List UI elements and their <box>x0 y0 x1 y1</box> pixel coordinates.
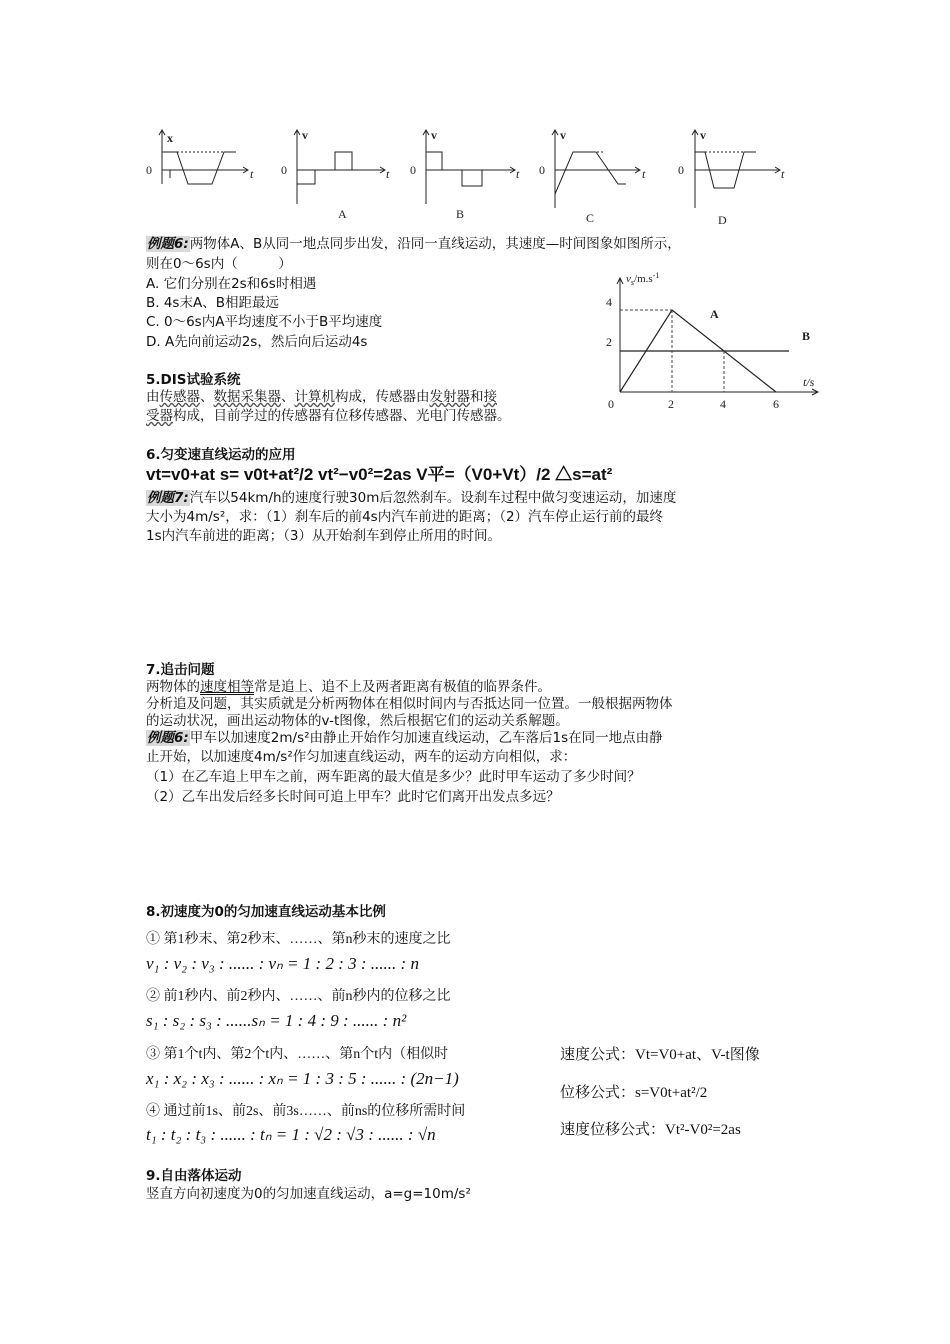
example-tag: 例题6: <box>147 236 189 252</box>
section7-title: 7.追击问题 <box>146 662 215 678</box>
section7-line5: 止开始，以加速度4m/s²作匀加速直线运动，两车的运动方向相似，求： <box>146 749 577 765</box>
svg-text:0: 0 <box>146 163 152 177</box>
side-formula-velocity-displacement: 速度位移公式：Vt²-V0²=2as <box>560 1122 741 1138</box>
side-formula-velocity: 速度公式：Vt=V0+at、V-t图像 <box>560 1047 760 1063</box>
section5-line2: 受器构成，目前学过的传感器有位移传感器、光电门传感器。 <box>146 408 511 424</box>
chart-y-label: $v_s/m.s^{-1}$ <box>626 271 660 287</box>
ratio-formula-1: v₁ : v₂ : v₃ : ...... : vₙ = 1 : 2 : 3 : ...... : n <box>146 954 419 973</box>
section5-line1: 由传感器、数据采集器、计算机构成，传感器由发射器和接 <box>146 389 497 405</box>
section7-q1: （1）在乙车追上甲车之前，两车距离的最大值是多少？此时甲车运动了多少时间？ <box>146 769 641 785</box>
section7-line2: 分析追及问题，其实质就是分析两物体在相似时间内与否抵达同一位置。一般根据两物体 <box>146 696 673 712</box>
svg-text:t: t <box>642 167 646 181</box>
section8-title: 8.初速度为0的匀加速直线运动基本比例 <box>146 904 386 920</box>
ex6-line1: 例题6:两物体A、B从同一地点同步出发，沿同一直线运动，其速度—时间图象如图所示， <box>147 236 681 252</box>
svg-text:0: 0 <box>281 163 287 177</box>
tick-x-2: 2 <box>668 397 674 411</box>
ratio-formula-4: t₁ : t₂ : t₃ : ...... : tₙ = 1 : √2 : √3 : ...... : √n <box>146 1125 436 1144</box>
tick-y-2: 2 <box>606 335 612 349</box>
svg-text:t: t <box>386 167 390 181</box>
ratio-item-1: ① 第1秒末、第2秒末、……、第n秒末的速度之比 <box>146 932 451 947</box>
section7-line4: 例题6:甲车以加速度2m/s²由静止开始作匀加速直线运动，乙车落后1s在同一地点由静 <box>147 730 663 746</box>
tick-x-6: 6 <box>773 397 779 411</box>
section7-line1: 两物体的速度相等常是追上、追不上及两者距离有极值的临界条件。 <box>146 679 551 695</box>
svg-text:A: A <box>338 207 347 221</box>
svg-text:B: B <box>456 207 465 221</box>
series-a-label: A <box>710 307 719 321</box>
ex7-line2: 大小为4m/s²，求：（1）刹车后的前4s内汽车前进的距离；（2）汽车停止运行前的最终 <box>146 509 664 525</box>
section7-line3: 的运动状况，画出运动物体的v-t图像，然后根据它们的运动关系解题。 <box>146 713 569 729</box>
svg-text:t: t <box>250 167 254 181</box>
ex7-line3: 1s内汽车前进的距离；（3）从开始刹车到停止所用的时间。 <box>146 528 501 544</box>
formula-line: vt=v0+at s= v0t+at²/2 vt²−v0²=2as V平=（V0+Vt）/2 △s=at² <box>146 465 613 484</box>
axis-x-label: x <box>167 131 173 145</box>
ex6-option-a: A. 它们分别在2s和6s时相遇 <box>146 276 317 292</box>
graphs-row <box>140 122 800 230</box>
ex7-line1: 例题7:汽车以54km/h的速度行驶30m后忽然刹车。设刹车过程中做匀变速运动，加速度 <box>147 490 677 506</box>
ratio-item-2: ② 前1秒内、前2秒内、……、前n秒内的位移之比 <box>146 989 451 1004</box>
svg-text:D: D <box>718 213 727 227</box>
example-tag: 例题7: <box>147 490 189 506</box>
section7-q2: （2）乙车出发后经多长时间可追上甲车？此时它们离开出发点多远？ <box>146 789 560 805</box>
svg-text:v: v <box>431 128 437 142</box>
ex6-option-b: B. 4s末A、B相距最远 <box>146 295 279 311</box>
section9-title: 9.自由落体运动 <box>146 1168 242 1184</box>
svg-text:t: t <box>516 167 520 181</box>
tick-x-0: 0 <box>608 397 614 411</box>
section9-line1: 竖直方向初速度为0的匀加速直线运动，a=g=10m/s² <box>146 1186 471 1202</box>
svg-text:v: v <box>302 128 308 142</box>
example-tag: 例题6: <box>147 730 189 746</box>
svg-text:v: v <box>700 128 706 142</box>
ex6-option-c: C. 0～6s内A平均速度不小于B平均速度 <box>146 314 383 330</box>
svg-text:C: C <box>586 211 595 225</box>
vt-chart <box>600 268 825 418</box>
ex6-line2: 则在0～6s内（ ） <box>146 256 292 272</box>
ratio-item-4: ④ 通过前1s、前2s、前3s……、前ns的位移所需时间 <box>146 1104 466 1119</box>
ratio-formula-2: s₁ : s₂ : s₃ : ......sₙ = 1 : 4 : 9 : ...... : n² <box>146 1011 407 1030</box>
svg-text:t: t <box>781 167 785 181</box>
section5-title: 5.DIS试验系统 <box>146 372 241 388</box>
tick-y-4: 4 <box>606 295 612 309</box>
section6-title: 6.匀变速直线运动的应用 <box>146 447 296 463</box>
ratio-formula-3: x₁ : x₂ : x₃ : ...... : xₙ = 1 : 3 : 5 : ...... : (2n−1) <box>146 1069 459 1088</box>
svg-text:v: v <box>560 128 566 142</box>
svg-text:0: 0 <box>410 163 416 177</box>
chart-x-label: t/s <box>803 375 815 389</box>
series-b-label: B <box>802 329 811 343</box>
side-formula-displacement: 位移公式：s=V0t+at²/2 <box>560 1085 708 1101</box>
svg-text:0: 0 <box>678 163 684 177</box>
ex6-option-d: D. A先向前运动2s，然后向后运动4s <box>146 334 368 350</box>
ratio-item-3: ③ 第1个t内、第2个t内、……、第n个t内（相似时 <box>146 1047 449 1062</box>
svg-text:0: 0 <box>539 163 545 177</box>
tick-x-4: 4 <box>720 397 726 411</box>
